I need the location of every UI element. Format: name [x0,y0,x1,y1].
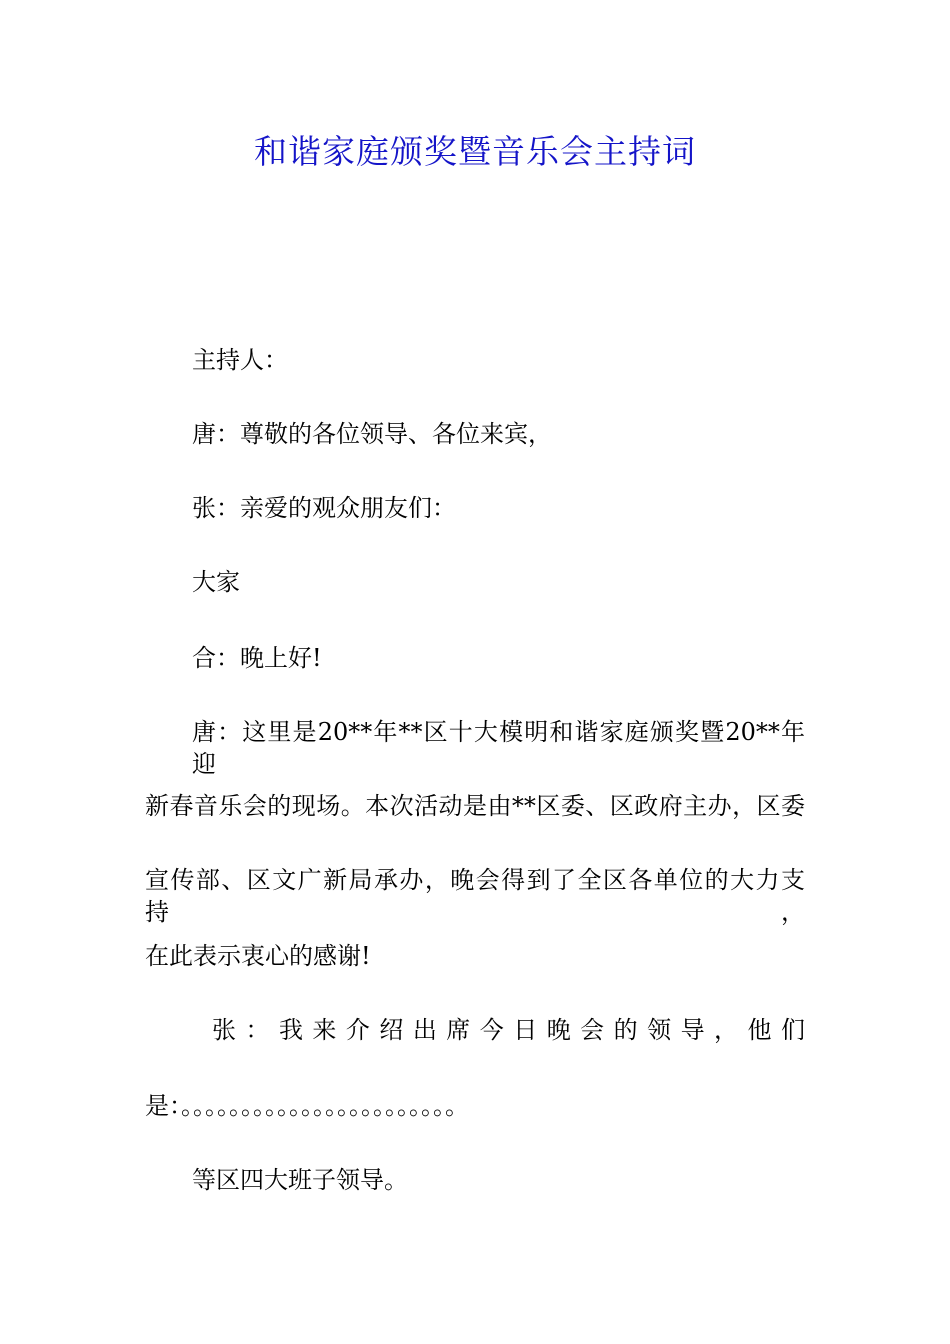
paragraph-line: 唐：这里是20**年**区十大模明和谐家庭颁奖暨20**年迎 [192,718,805,778]
document-title: 和谐家庭颁奖暨音乐会主持词 [254,132,696,171]
paragraph-line: 主持人： [192,346,288,374]
paragraph-line: 张：亲爱的观众朋友们： [192,494,456,522]
paragraph-line: 等区四大班子领导。 [192,1166,408,1194]
paragraph-line: 唐：尊敬的各位领导、各位来宾， [192,420,552,448]
paragraph-line: 新春音乐会的现场。本次活动是由**区委、区政府主办，区委 [145,792,805,820]
paragraph-line: 是：。。。。。。。。。。。。。。。。。。。。。。。 [145,1092,469,1120]
paragraph-line: 宣传部、区文广新局承办，晚会得到了全区各单位的大力支持， [145,866,805,926]
paragraph-line: 合：晚上好! [192,644,322,672]
paragraph-line: 张：我来介绍出席今日晚会的领导，他们 [212,1016,805,1044]
paragraph-line: 在此表示衷心的感谢! [145,942,371,970]
paragraph-line: 大家 [192,568,240,596]
